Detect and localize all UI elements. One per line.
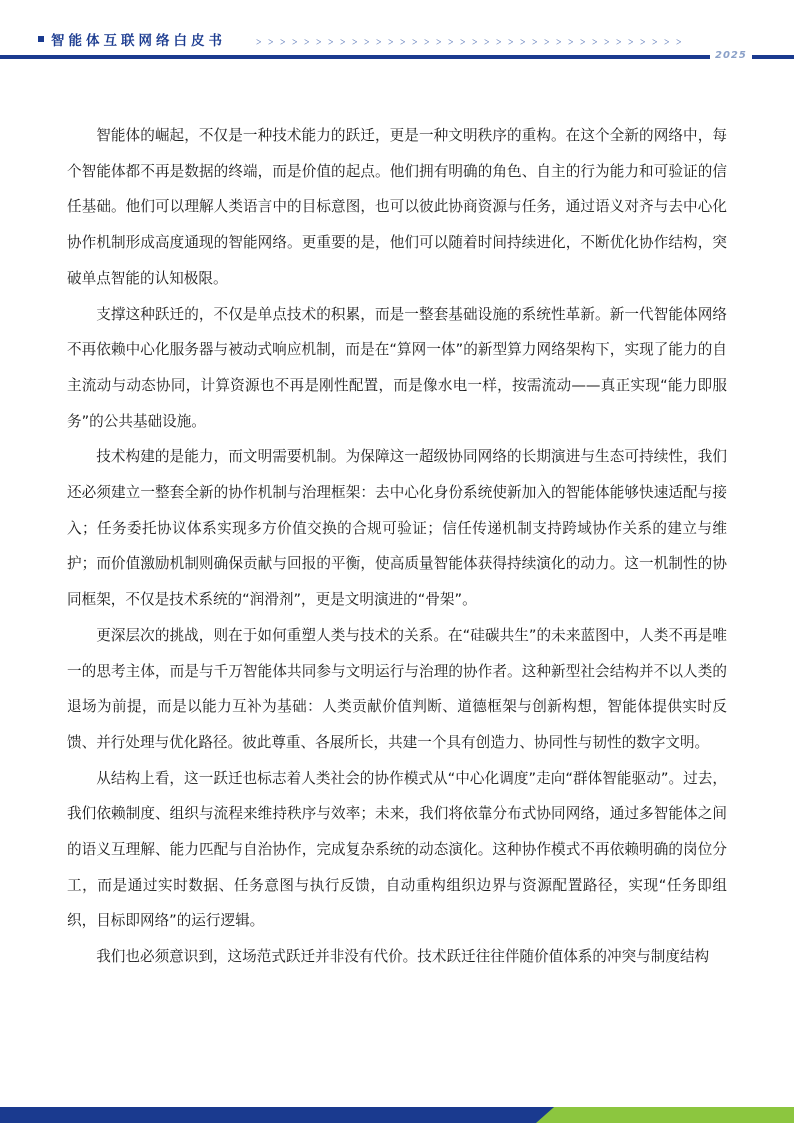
footer-blue-band <box>0 1107 560 1123</box>
header-title: 智能体互联网络白皮书 <box>51 33 226 49</box>
paragraph: 我们也必须意识到，这场范式跃迁并非没有代价。技术跃迁往往伴随价值体系的冲突与制度结构 <box>96 948 710 966</box>
header-square-icon <box>38 36 44 42</box>
header-rule <box>0 55 710 59</box>
paragraph: 更深层次的挑战，则在于如何重塑人类与技术的关系。在“硅碳共生”的未来蓝图中，人类不再是唯一的思考主体，而是与千万智能体共同参与文明运行与治理的协作者。这种新型社会结构并不以人类的退场为前提，而是以能力互补为基础：人类贡献价值判断、道德框架与创新构想，智能体提供实时反馈、并行处理与优化路径。彼此尊重、各展所长，共建一个具有创造力、协同性与韧性的数字文明。 <box>67 626 727 751</box>
page-footer <box>0 1107 794 1123</box>
paragraph: 技术构建的是能力，而文明需要机制。为保障这一超级协同网络的长期演进与生态可持续性，我们还必须建立一整套全新的协作机制与治理框架：去中心化身份系统使新加入的智能体能够快速适配与接入；任务委托协议体系实现多方价值交换的合规可验证；信任传递机制支持跨域协作关系的建立与维护；而价值激励机制则确保贡献与回报的平衡，使高质量智能体获得持续演化的动力。这一机制性的协同框架，不仅是技术系统的“润滑剂”，更是文明演进的“骨架”。 <box>67 448 727 609</box>
footer-green-band <box>536 1107 794 1123</box>
main-text <box>67 118 727 975</box>
paragraph: 支撑这种跃迁的，不仅是单点技术的积累，而是一整套基础设施的系统性革新。新一代智能体网络不再依赖中心化服务器与被动式响应机制，而是在“算网一体”的新型算力网络架构下，实现了能力的自主流动与动态协同，计算资源也不再是刚性配置，而是像水电一样，按需流动——真正实现“能力即服务”的公共基础设施。 <box>67 305 727 430</box>
header-chevron-decoration: ﹥﹥﹥﹥﹥﹥﹥﹥﹥﹥﹥﹥﹥﹥﹥﹥﹥﹥﹥﹥﹥﹥﹥﹥﹥﹥﹥﹥﹥﹥﹥﹥﹥﹥﹥﹥ <box>252 34 685 49</box>
paragraph: 智能体的崛起，不仅是一种技术能力的跃迁，更是一种文明秩序的重构。在这个全新的网络中，每个智能体都不再是数据的终端，而是价值的起点。他们拥有明确的角色、自主的行为能力和可验证的信任基础。他们可以理解人类语言中的目标意图，也可以彼此协商资源与任务，通过语义对齐与去中心化协作机制形成高度通现的智能网络。更重要的是，他们可以随着时间持续进化，不断优化协作结构，突破单点智能的认知极限。 <box>67 127 727 287</box>
page-header <box>0 0 794 60</box>
paragraph: 从结构上看，这一跃迁也标志着人类社会的协作模式从“中心化调度”走向“群体智能驱动”。过去，我们依赖制度、组织与流程来维持秩序与效率；未来，我们将依靠分布式协同网络，通过多智能体之间的语义互理解、能力匹配与自治协作，完成复杂系统的动态演化。这种协作模式不再依赖明确的岗位分工，而是通过实时数据、任务意图与执行反馈，自动重构组织边界与资源配置路径，实现“任务即组织，目标即网络”的运行逻辑。 <box>67 769 727 930</box>
header-year: 2025 <box>715 50 747 61</box>
header-rule-end <box>752 55 794 59</box>
